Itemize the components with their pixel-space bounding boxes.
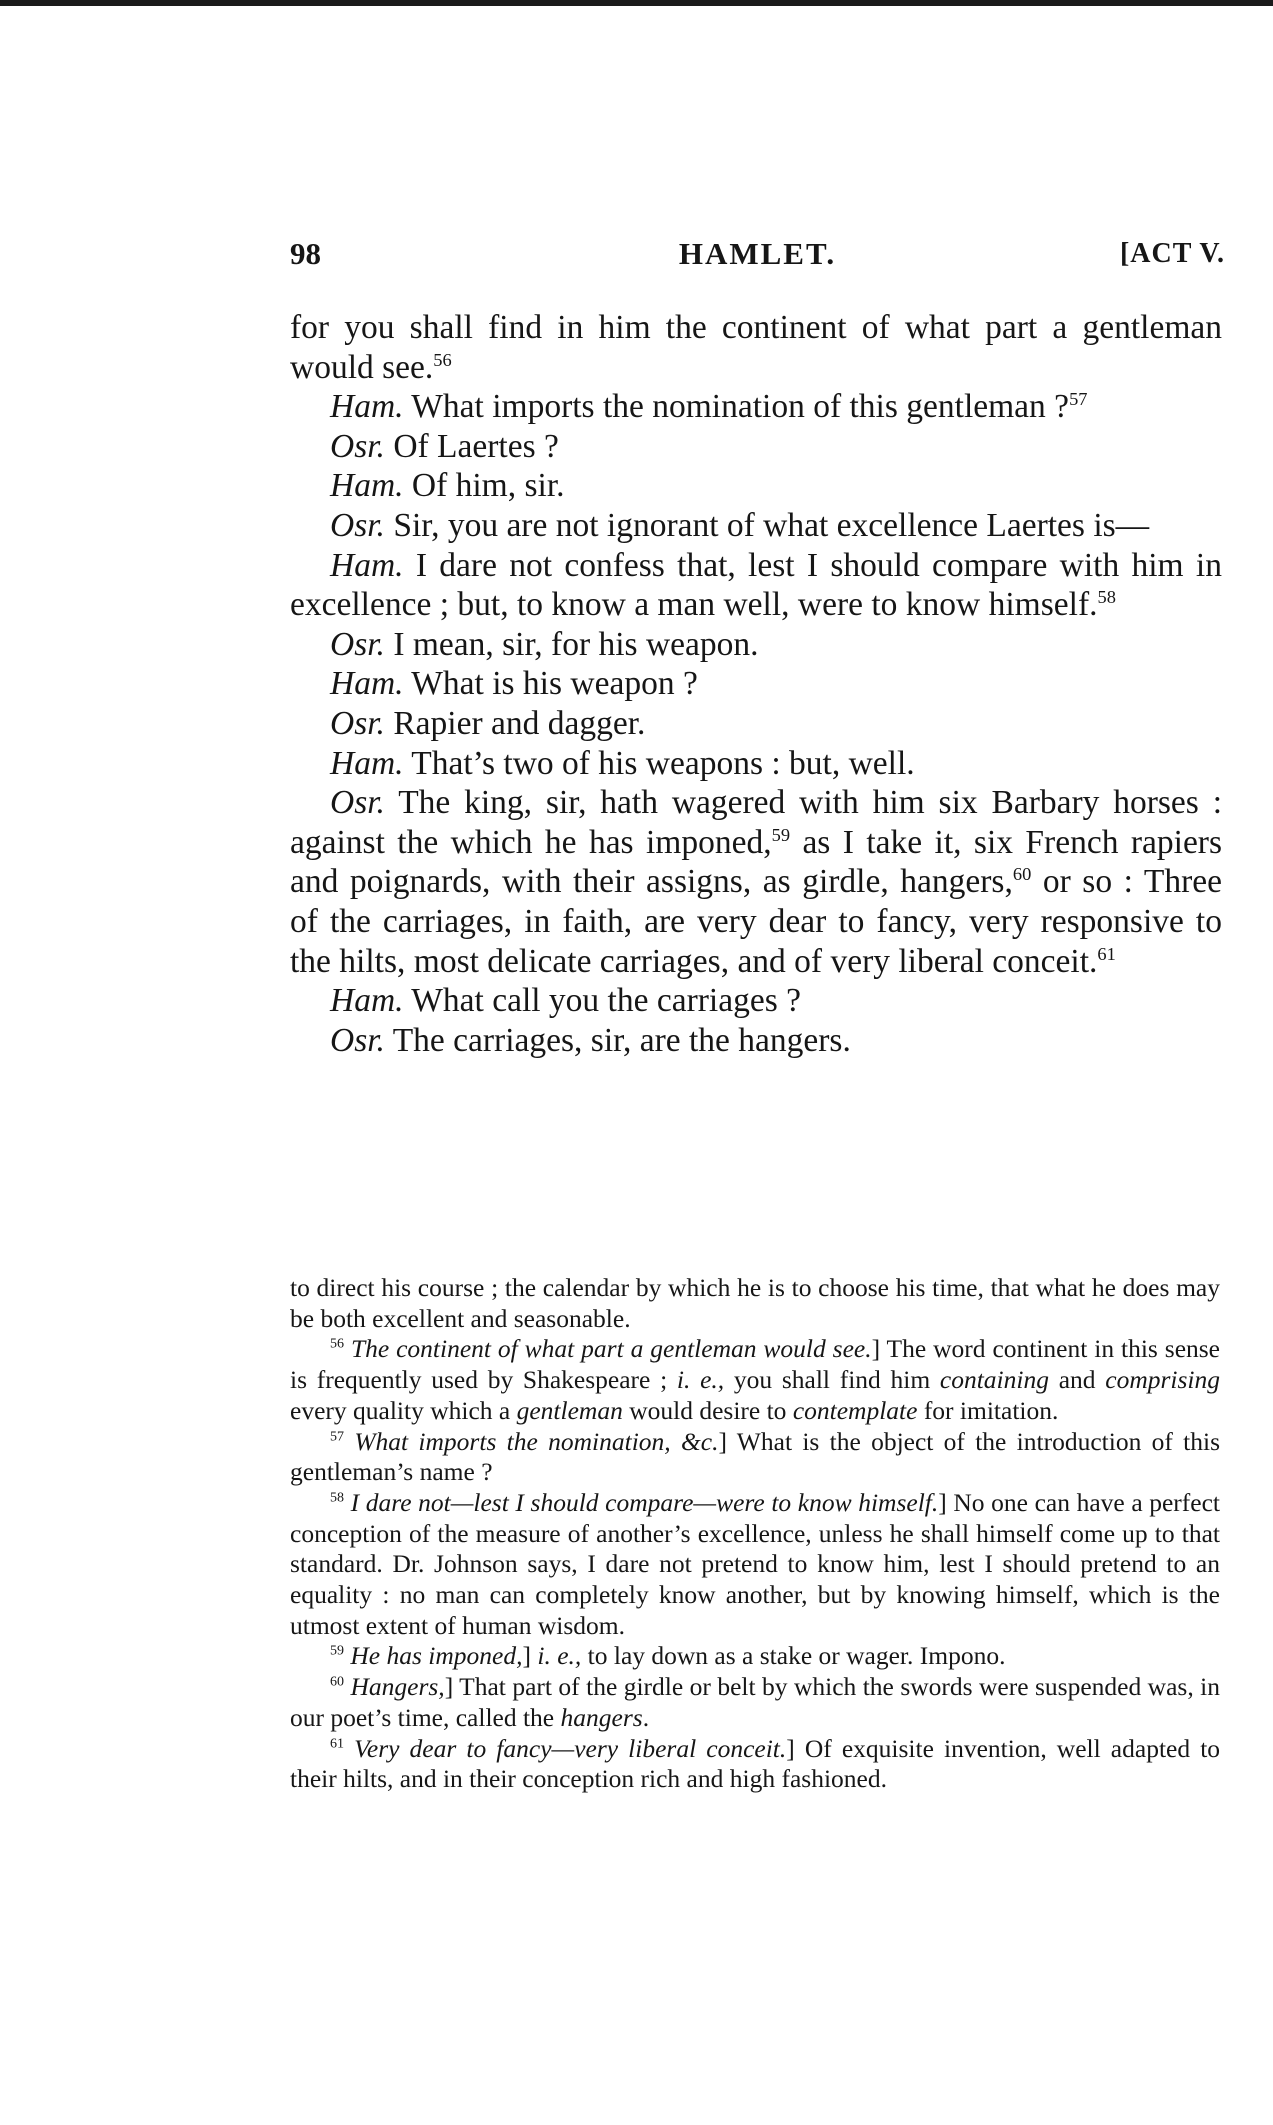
speaker-name: Ham. (330, 467, 404, 505)
speech-text: or so : Three of the carriages, in faith, are very dear to fancy, very responsive to the hilts, most delicate carriages, and of very liberal conceit. (290, 863, 1222, 980)
speech-text: What is his weapon ? (403, 665, 698, 703)
footnote-number: 61 (330, 1736, 345, 1752)
running-title: HAMLET. (678, 236, 837, 271)
footnote-58: $^{58}$ I dare not—lest I should compare—were to know himself.] No one can have a perfect conception of the measure of another’s excellence, unless he shall himself come up to that standard. Dr. Johnson says, I dare not pretend to know him, lest I should pretend to an equality : no man can completely know another, but by knowing himself, which is the utmost extent of human wisdom. (290, 1487, 1221, 1640)
speech-text: The carriages, sir, are the hangers. (384, 1021, 851, 1059)
speech (290, 664, 1222, 704)
footnote-number: 56 (330, 1336, 345, 1352)
speaker-name: Ham. (330, 388, 404, 426)
footnote-lemma: Very dear to fancy—very liberal conceit. (354, 1733, 787, 1763)
footnote-continuation: to direct his course ; the calendar by which he is to choose his time, that what he does may be both excellent and seasonable. (290, 1273, 1220, 1333)
footnote-ref: 56 (433, 349, 452, 370)
speech (290, 981, 1222, 1021)
speech-text: Sir, you are not ignorant of what excellence Laertes is— (384, 506, 1150, 544)
speech-text: Of Laertes ? (384, 427, 559, 465)
speech-text: Rapier and dagger. (384, 704, 646, 742)
speech (290, 783, 1222, 981)
speech (290, 466, 1222, 506)
footnote-59: $^{59}$ He has imponed,] i. e., to lay down as a stake or wager. Impono. (330, 1641, 1006, 1671)
speech-text: What call you the carriages ? (403, 982, 801, 1020)
speaker-name: Osr. (330, 704, 385, 742)
speech-text: I mean, sir, for his weapon. (384, 625, 759, 663)
footnote-ref: 60 (1012, 864, 1032, 885)
footnote-lemma: What imports the nomination, &c. (354, 1426, 719, 1456)
speech (290, 704, 1222, 744)
top-border-rule (0, 0, 1273, 6)
footnote-ref: 57 (1069, 389, 1088, 410)
speaker-name: Ham. (330, 982, 404, 1020)
speech-text: Of him, sir. (403, 467, 565, 505)
speech (290, 506, 1222, 546)
speech-text: What imports the nomination of this gentleman ? (403, 388, 1070, 426)
footnote-ref: 61 (1097, 943, 1116, 964)
footnote-61: $^{61}$ Very dear to fancy—very liberal conceit.] Of exquisite invention, well adapted to their hilts, and in their conception rich and high fashioned. (290, 1733, 1221, 1794)
speaker-name: Ham. (330, 546, 404, 584)
speaker-name: Ham. (330, 744, 404, 782)
opening-line: for you shall find in him the continent of what part a gentleman would see.$^{56}$ (290, 309, 1222, 386)
speech (290, 546, 1222, 625)
footnote-number: 60 (330, 1674, 345, 1690)
act-label: [ACT V. (1119, 238, 1225, 269)
speech-text: I dare not confess that, lest I should compare with him in excellence ; but, to know a man well, were to know himself. (290, 546, 1222, 624)
speaker-name: Osr. (330, 625, 385, 663)
footnote-number: 59 (330, 1643, 345, 1659)
speech (290, 1021, 1222, 1061)
speech (290, 427, 1222, 467)
speaker-name: Osr. (330, 1021, 385, 1059)
speech (290, 387, 1222, 427)
footnotes (290, 1273, 1220, 1795)
footnote-lemma: Hangers, (350, 1672, 445, 1702)
footnote-lemma: I dare not—lest I should compare—were to know himself. (350, 1487, 939, 1517)
footnote-number: 57 (330, 1429, 345, 1445)
speech-text: as I take it, six French rapiers and poignards, with their assigns, as girdle, hangers, (290, 823, 1223, 901)
play-text (290, 308, 1222, 1060)
speech-text: That’s two of his weapons : but, well. (403, 744, 915, 782)
speaker-name: Osr. (330, 506, 385, 544)
footnote-ref: 58 (1097, 587, 1116, 607)
footnote-lemma: The continent of what part a gentleman would see. (350, 1334, 872, 1364)
speech (290, 744, 1222, 784)
speaker-name: Osr. (330, 784, 385, 822)
footnote-56: $^{56}$ The continent of what part a gentleman would see.] The word continent in this sense is frequently used by Shakespeare ; i. e., you shall find him containing and comprising every quality which a gentleman would desire to contemplate for imitation. (290, 1334, 1220, 1425)
footnote-lemma: He has imponed, (350, 1641, 523, 1671)
footnote-57: $^{57}$ What imports the nomination, &c.] What is the object of the introduction of this gentleman’s name ? (290, 1426, 1220, 1487)
page-number: 98 (290, 236, 321, 271)
speaker-name: Osr. (330, 427, 385, 465)
footnote-ref: 59 (771, 824, 791, 845)
footnote-60: $^{60}$ Hangers,] That part of the girdle or belt by which the swords were suspended was, in our poet’s time, called the hangers. (290, 1672, 1220, 1732)
running-header (290, 236, 1225, 276)
speech-text: The king, sir, hath wagered with him six Barbary horses : against the which he has imponed, (290, 784, 1222, 861)
speaker-name: Ham. (330, 665, 404, 703)
speech (290, 625, 1222, 665)
footnote-number: 58 (330, 1490, 345, 1506)
